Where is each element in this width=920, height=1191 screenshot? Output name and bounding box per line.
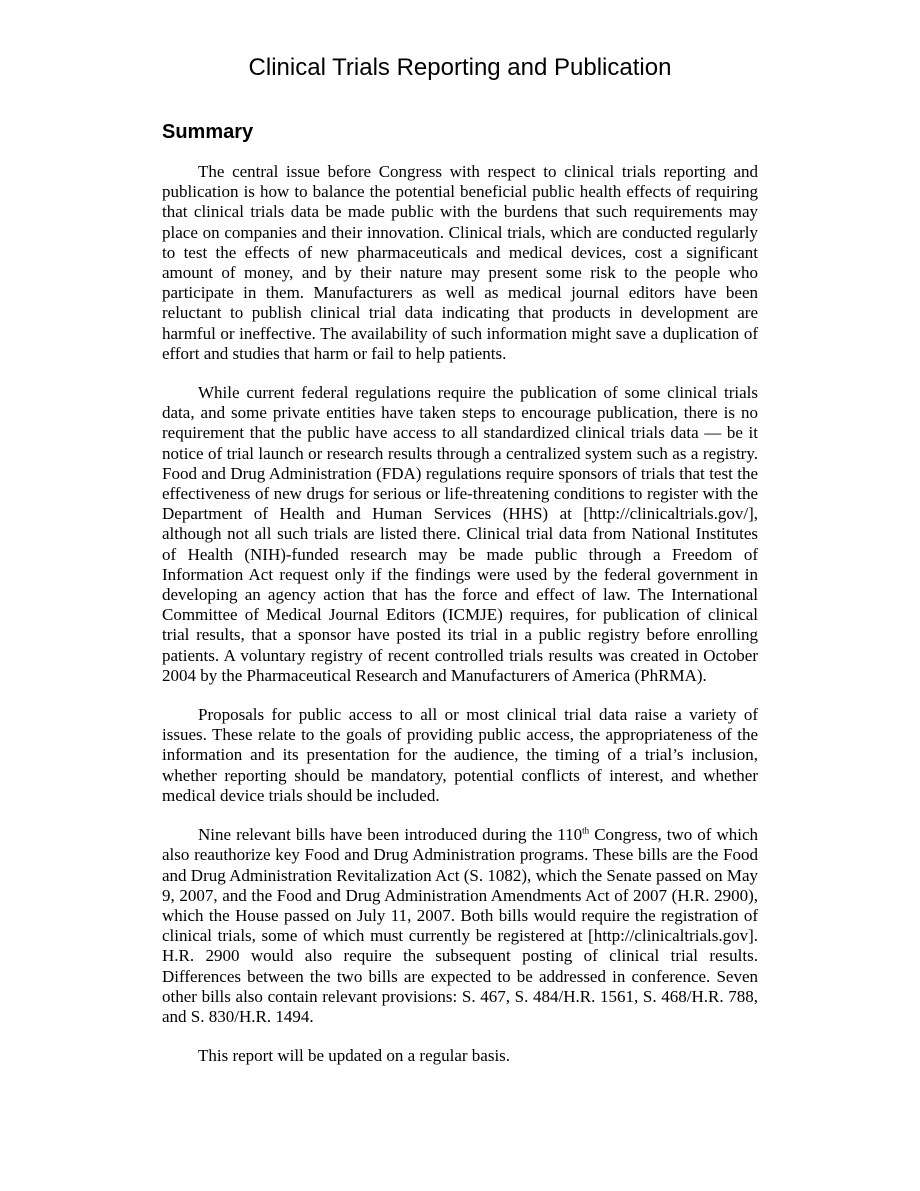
summary-paragraph-3: Proposals for public access to all or most clinical trial data raise a variety of issues. These relate to the goals of providing public access, the appropriateness of the information and its presentation for the audience, the timing of a trial’s inclusion, whether reporting should be mandatory, potential conflicts of interest, and whether medical device trials should be included.: [162, 705, 758, 805]
ordinal-superscript: th: [582, 825, 590, 836]
section-heading-summary: Summary: [162, 121, 254, 143]
paragraph-4-lead: Nine relevant bills have been introduced during the 110: [198, 825, 583, 845]
document-page: [162, 54, 758, 1066]
summary-paragraph-2: While current federal regulations require the publication of some clinical trials data, and some private entities have taken steps to encourage publication, there is no requirement that the public have access to all standardized clinical trials data — be it notice of trial launch or research results through a centralized system such as a registry. Food and Drug Administration (FDA) regulations require sponsors of trials that test the effectiveness of new drugs for serious or life-threatening conditions to register with the Department of Health and Human Services (HHS) at [http://clinicaltrials.gov/], although not all such trials are listed there. Clinical trial data from National Institutes of Health (NIH)-funded research may be made public through a Freedom of Information Act request only if the findings were used by the federal government in developing an agency action that has the force and effect of law. The International Committee of Medical Journal Editors (ICMJE) requires, for publication of clinical trial results, that a sponsor have posted its trial in a public registry before enrolling patients. A voluntary registry of recent controlled trials results was created in October 2004 by the Pharmaceutical Research and Manufacturers of America (PhRMA).: [162, 383, 758, 685]
summary-closing-note: This report will be updated on a regular basis.: [198, 1046, 511, 1066]
document-title: Clinical Trials Reporting and Publication: [248, 54, 672, 81]
paragraph-4-rest: Congress, two of which also reauthorize key Food and Drug Administration programs. These bills are the Food and Drug Administration Revitalization Act (S. 1082), which the Senate passed on May 9, 2007, and the Food and Drug Administration Amendments Act of 2007 (H.R. 2900), which the House passed on July 11, 2007. Both bills would require the registration of clinical trials, some of which must currently be registered at [http://clinicaltrials.gov]. H.R. 2900 would also require the subsequent posting of clinical trial results. Differences between the two bills are expected to be addressed in conference. Seven other bills also contain relevant provisions: S. 467, S. 484/H.R. 1561, S. 468/H.R. 788, and S. 830/H.R. 1494.: [162, 825, 758, 1026]
summary-paragraph-4: [162, 825, 758, 1027]
summary-paragraph-1: The central issue before Congress with respect to clinical trials reporting and publication is how to balance the potential beneficial public health effects of requiring that clinical trials data be made public with the burdens that such requirements may place on companies and their innovation. Clinical trials, which are conducted regularly to test the effects of new pharmaceuticals and medical devices, cost a significant amount of money, and by their nature may present some risk to the people who participate in them. Manufacturers as well as medical journal editors have been reluctant to publish clinical trial data indicating that products in development are harmful or ineffective. The availability of such information might save a duplication of effort and studies that harm or fail to help patients.: [162, 162, 758, 363]
